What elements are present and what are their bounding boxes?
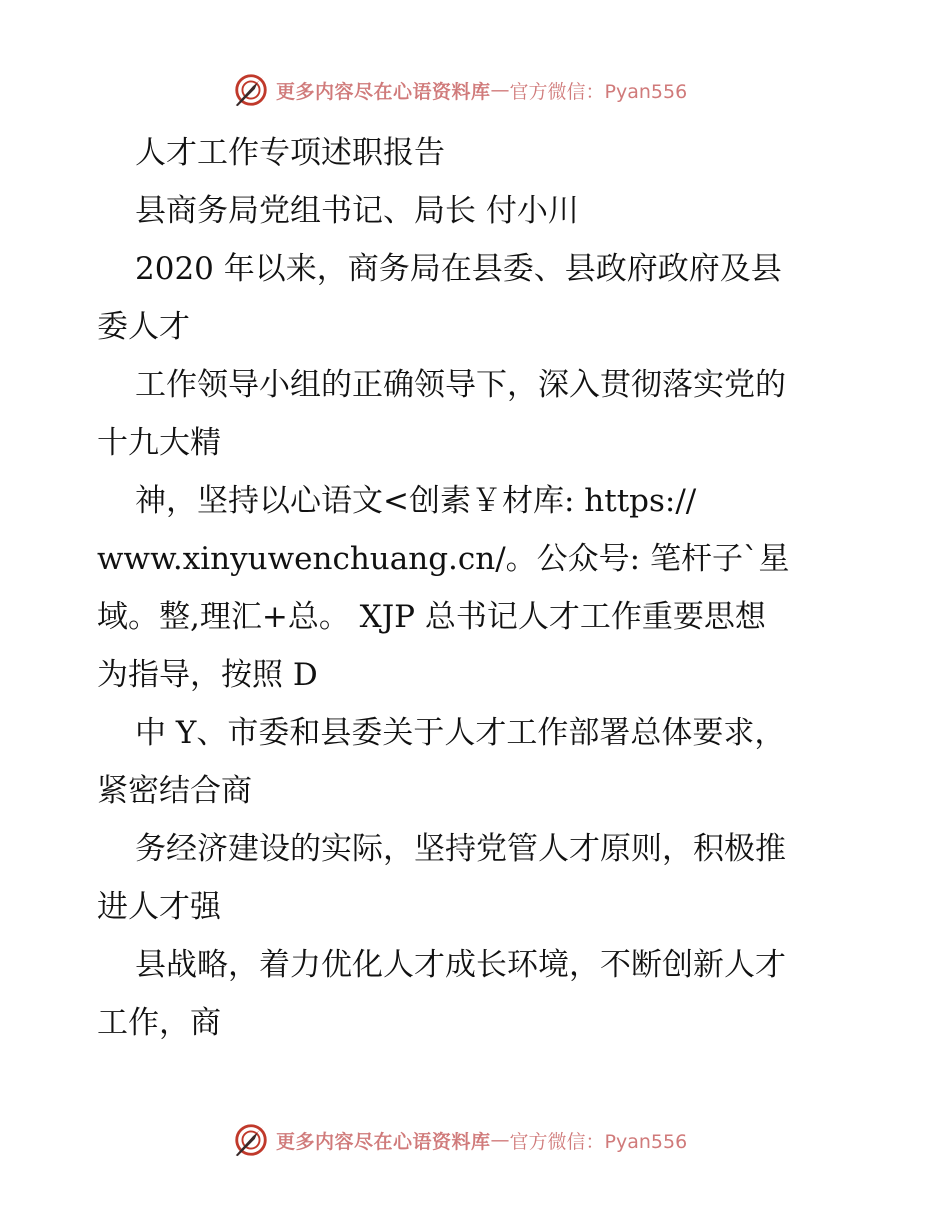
text-line: 人才工作专项述职报告 (135, 135, 445, 171)
text-line: 工作，商 (97, 1005, 221, 1041)
text-line: 神，坚持以心语文<创素￥材库: https:// (135, 483, 697, 519)
quill-pen-logo-icon (232, 71, 270, 109)
text-line: www.xinyuwenchuang.cn/。公众号: 笔杆子`星 (97, 541, 790, 577)
text-line: 为指导，按照 D (97, 657, 318, 693)
text-line: 2020 年以来，商务局在县委、县政府政府及县 (135, 251, 782, 287)
footer-watermark (232, 1120, 687, 1160)
text-line: 县商务局党组书记、局长 付小川 (135, 193, 579, 229)
watermark-dash: — (490, 79, 510, 101)
text-line: 工作领导小组的正确领导下，深入贯彻落实党的 (135, 367, 786, 403)
text-line: 委人才 (97, 309, 190, 345)
document-body (97, 124, 877, 1052)
text-line: 紧密结合商 (97, 773, 252, 809)
watermark-sub-text: 官方微信：Pyan556 (509, 1130, 688, 1153)
watermark-sub-text: 官方微信：Pyan556 (509, 80, 688, 103)
watermark-main-text: 更多内容尽在心语资料库 (276, 1130, 491, 1153)
watermark-dash: — (490, 1129, 510, 1151)
text-line: 中 Y、市委和县委关于人才工作部署总体要求， (135, 715, 786, 751)
header-watermark (232, 70, 687, 110)
text-line: 十九大精 (97, 425, 221, 461)
text-line: 进人才强 (97, 889, 221, 925)
text-line: 域。整,理汇+总。 XJP 总书记人才工作重要思想 (97, 599, 766, 635)
watermark-main-text: 更多内容尽在心语资料库 (276, 80, 491, 103)
text-line: 县战略，着力优化人才成长环境，不断创新人才 (135, 947, 786, 983)
quill-pen-logo-icon (232, 1121, 270, 1159)
text-line: 务经济建设的实际，坚持党管人才原则，积极推 (135, 831, 786, 867)
